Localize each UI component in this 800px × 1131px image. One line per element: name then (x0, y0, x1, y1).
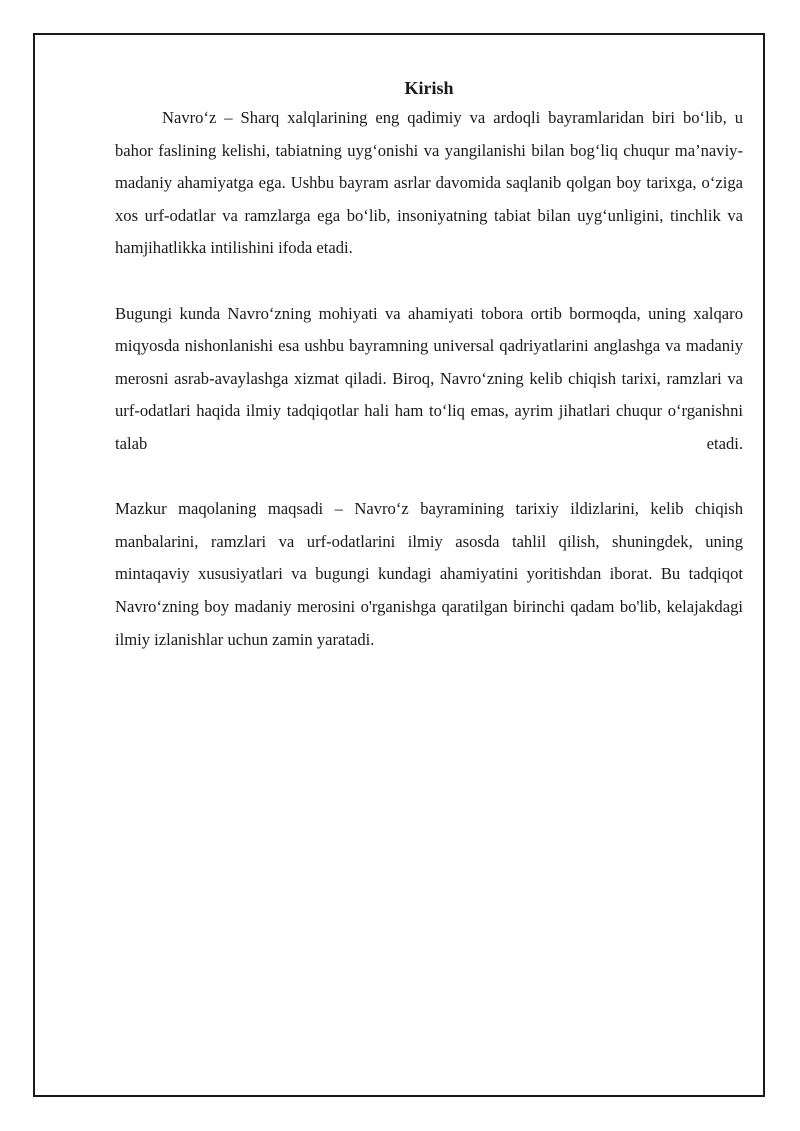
document-body (115, 74, 743, 656)
document-title: Kirish (404, 78, 454, 98)
paragraph-gap (115, 265, 743, 298)
paragraph-gap (115, 461, 743, 494)
paragraph-intro: Navro‘z – Sharq xalqlarining eng qadimiy va ardoqli bayramlaridan biri bo‘lib, u bahor faslining kelishi, tabiatning uyg‘onishi va yangilanishi bilan bog‘liq chuqur ma’naviy-madaniy ahamiyatga ega. Ushbu bayram asrlar davomida saqlanib qolgan boy tarixga, o‘ziga xos urf-odatlar va ramzlarga ega bo‘lib, insoniyatning tabiat bilan uyg‘unligini, tinchlik va hamjihatlikka intilishini ifoda etadi. (115, 108, 743, 258)
paragraph-relevance: Bugungi kunda Navro‘zning mohiyati va ahamiyati tobora ortib bormoqda, uning xalqaro miqyosda nishonlanishi esa ushbu bayramning universal qadriyatlarini anglashga va madaniy merosni asrab-avaylashga xizmat qiladi. Biroq, Navro‘zning kelib chiqish tarixi, ramzlari va urf-odatlari haqida ilmiy tadqiqotlar hali ham to‘liq emas, ayrim jihatlari chuqur o‘rganishni talab etadi. (115, 303, 743, 453)
paragraph-purpose: Mazkur maqolaning maqsadi – Navro‘z bayramining tarixiy ildizlarini, kelib chiqish manbalarini, ramzlari va urf-odatlarini ilmiy asosda tahlil qilish, shuningdek, uning mintaqaviy xususiyatlari va bugungi kundagi ahamiyatini yoritishdan iborat. Bu tadqiqot Navro‘zning boy madaniy merosini o'rganishga qaratilgan birinchi qadam bo'lib, kelajakdagi ilmiy izlanishlar uchun zamin yaratadi. (115, 499, 743, 649)
